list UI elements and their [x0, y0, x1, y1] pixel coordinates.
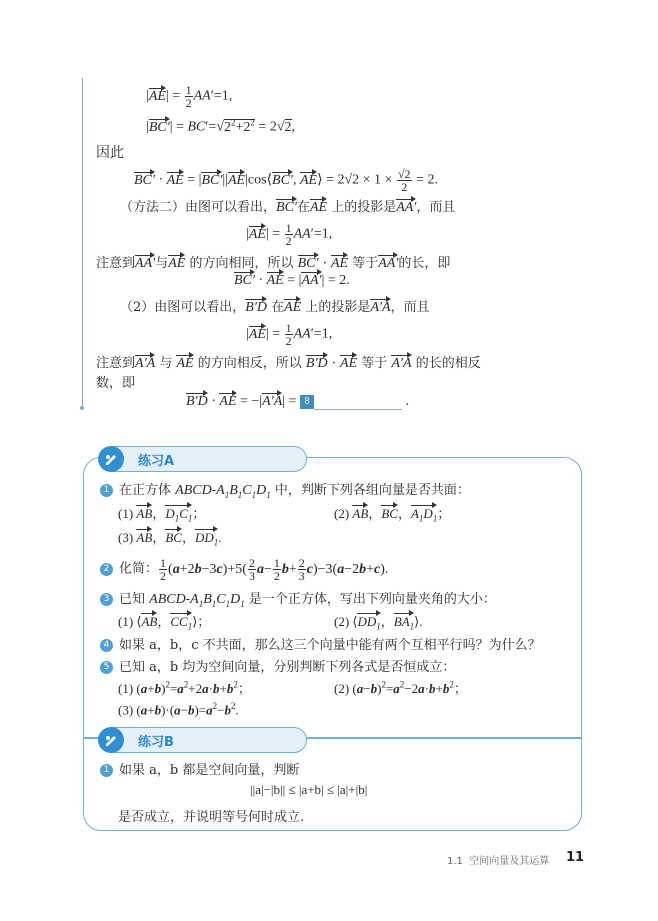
question-number: 1: [100, 484, 113, 497]
margin-rule: [82, 78, 83, 408]
practice-a-q3-part2: (2) $⟨DD_1$，$BA_1⟩$.: [334, 614, 423, 632]
eq-dot-result-3: B′D · AE = −|A′A| = 8 .: [186, 394, 409, 409]
answer-blank[interactable]: [314, 397, 402, 410]
practice-a-q4: 4 如果 a，b，c 不共面，那么这三个向量中能有两个互相平行吗？为什么？: [100, 634, 541, 653]
practice-a-q5-part1: (1) $(a+b)^2=a^2+2a\cdot b+b^2$；: [118, 679, 251, 696]
practice-b-title: 练习B: [138, 734, 174, 750]
pencil-icon: [98, 446, 124, 472]
eq-dot-result-1: BC′ · AE = |BC′||AE|cos⟨BC′, AE⟩ = 2√2 × 1 × $\frac{√2}{2}$ = 2.: [134, 167, 438, 194]
practice-a-q1: 1 在正方体 ABCD-$A_1B_1C_1D_1$ 中，判断下列各组向量是否共面：: [100, 479, 470, 500]
question-number: 5: [100, 661, 113, 674]
practice-b-q1: 1 如果 a，b 都是空间向量，判断: [100, 759, 299, 778]
eq-ae-length-1: |AE| = $\frac{1}{2}$ AA′=1,: [146, 83, 233, 110]
method-two-line: （方法二）由图可以看出，BC′在AE 上的投影是AA′，而且: [120, 200, 456, 215]
question-number: 4: [100, 639, 113, 652]
practice-a-q3-part1: (1) ⟨AB，$CC_1⟩$；: [118, 614, 211, 632]
practice-a-q5-part2: (2) $(a-b)^2=a^2-2a\cdot b+b^2$；: [334, 679, 467, 696]
question-number: 1: [100, 764, 113, 777]
pencil-icon: [98, 727, 124, 753]
note-continuation: 数，即: [96, 376, 136, 391]
practice-a-tag: [100, 446, 307, 472]
practice-a-title: 练习A: [138, 453, 175, 469]
answer-marker[interactable]: 8: [300, 395, 314, 409]
eq-bc-length: $|BC'| = BC'=√2^2+2^2 = 2√2$,: [146, 117, 296, 135]
practice-b-q1-after: 是否成立，并说明等号何时成立.: [118, 810, 305, 825]
practice-a-q5: 5 已知 a，b 均为空间向量，分别判断下列各式是否恒成立：: [100, 656, 455, 675]
eq-ae-length-3: |AE| = $\frac{1}{2}$ AA′=1,: [246, 321, 333, 348]
therefore-label: 因此: [96, 145, 124, 161]
question-number: 2: [100, 563, 113, 576]
page-number: 11: [566, 850, 585, 865]
note-same-direction: 注意到AA′与AE 的方向相同，所以 BC′ · AE 等于AA′的长，即: [96, 256, 451, 271]
practice-a-q5-part3: (3) $(a+b)\cdot(a-b)=a^2-b^2$.: [118, 701, 239, 718]
margin-rule-end: [80, 406, 84, 410]
practice-a-q2: 2 化简： $\frac{1}{2}$ (a+2b−3c)+5( $\frac{2}{3}$ a− $\frac{1}{2}$ b+ $\frac{2}{3}$ c)−3(a−2b+c).: [100, 557, 388, 582]
footer-section: 1.1 空间向量及其运算: [447, 856, 550, 867]
part-two-line: （2）由图可以看出，B′D 在AE 上的投影是A′A，而且: [120, 300, 430, 315]
practice-a-q1-part1: (1) AB，$D_1C_1$；: [118, 506, 206, 524]
practice-a-q1-part2: (2) AB，BC，$A_1D_1$；: [334, 506, 451, 524]
question-number: 3: [100, 593, 113, 606]
practice-a-q3: 3 已知 ABCD-$A_1B_1C_1D_1$ 是一个正方体，写出下列向量夹角的大小：: [100, 588, 496, 609]
practice-a-q1-part3: (3) AB，BC，$DD_1$.: [118, 530, 222, 548]
practice-b-q1-formula: ||a|−|b|| ≤ |a+b| ≤ |a|+|b|: [250, 782, 368, 797]
eq-dot-result-2: BC′ · AE = |AA′| = 2.: [234, 273, 350, 288]
practice-b-tag: [100, 727, 307, 753]
note-opposite-direction: 注意到A′A 与 AE 的方向相反，所以 B′D · AE 等于 A′A 的长的相反: [96, 356, 481, 371]
eq-ae-length-2: |AE| = $\frac{1}{2}$ AA′=1,: [246, 221, 333, 248]
